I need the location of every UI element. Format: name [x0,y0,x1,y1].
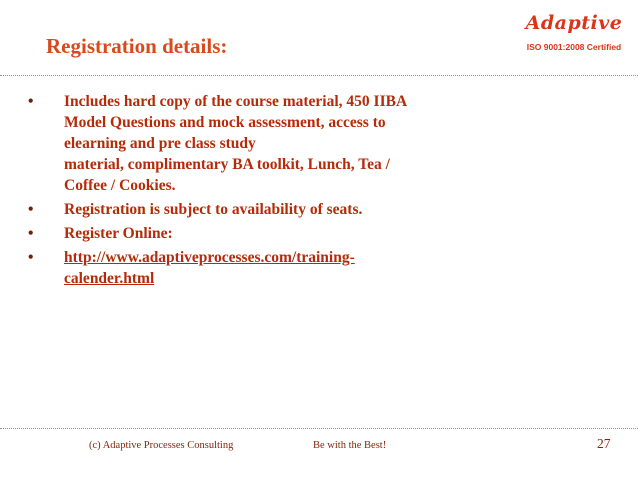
bullet-line: material, complimentary BA toolkit, Lunch, Tea / [64,156,390,173]
bullet-item-register-online [28,223,508,244]
footer-divider [0,428,638,429]
registration-link[interactable]: http://www.adaptiveprocesses.com/training- [64,249,355,266]
bullet-icon: • [28,249,34,266]
bullet-item-seat-availability [28,199,508,220]
bullet-icon: • [28,201,34,218]
page-number: 27 [597,436,611,451]
bullet-icon: • [28,93,34,110]
bullet-item-registration-link[interactable] [28,247,508,289]
bullet-icon: • [28,225,34,242]
bullet-item-course-material [28,91,508,196]
registration-link-continued[interactable]: calender.html [64,270,155,287]
bullet-line: Model Questions and mock assessment, access to [64,114,386,131]
bullet-line: Registration is subject to availability of seats. [64,201,363,218]
bullet-list [28,91,508,292]
bullet-line: Coffee / Cookies. [64,177,176,194]
footer-tagline: Be with the Best! [313,440,387,451]
logo-certification: ISO 9001:2008 Certified [526,42,622,52]
bullet-line: elearning and pre class study [64,135,256,152]
slide-title: Registration details: [46,34,228,58]
bullet-line: Register Online: [64,225,173,242]
header-divider [0,75,638,76]
company-logo [518,10,630,68]
footer-copyright: (c) Adaptive Processes Consulting [89,440,234,451]
bullet-line: Includes hard copy of the course material, 450 IIBA [64,93,408,110]
logo-name: Adaptive [525,12,623,34]
